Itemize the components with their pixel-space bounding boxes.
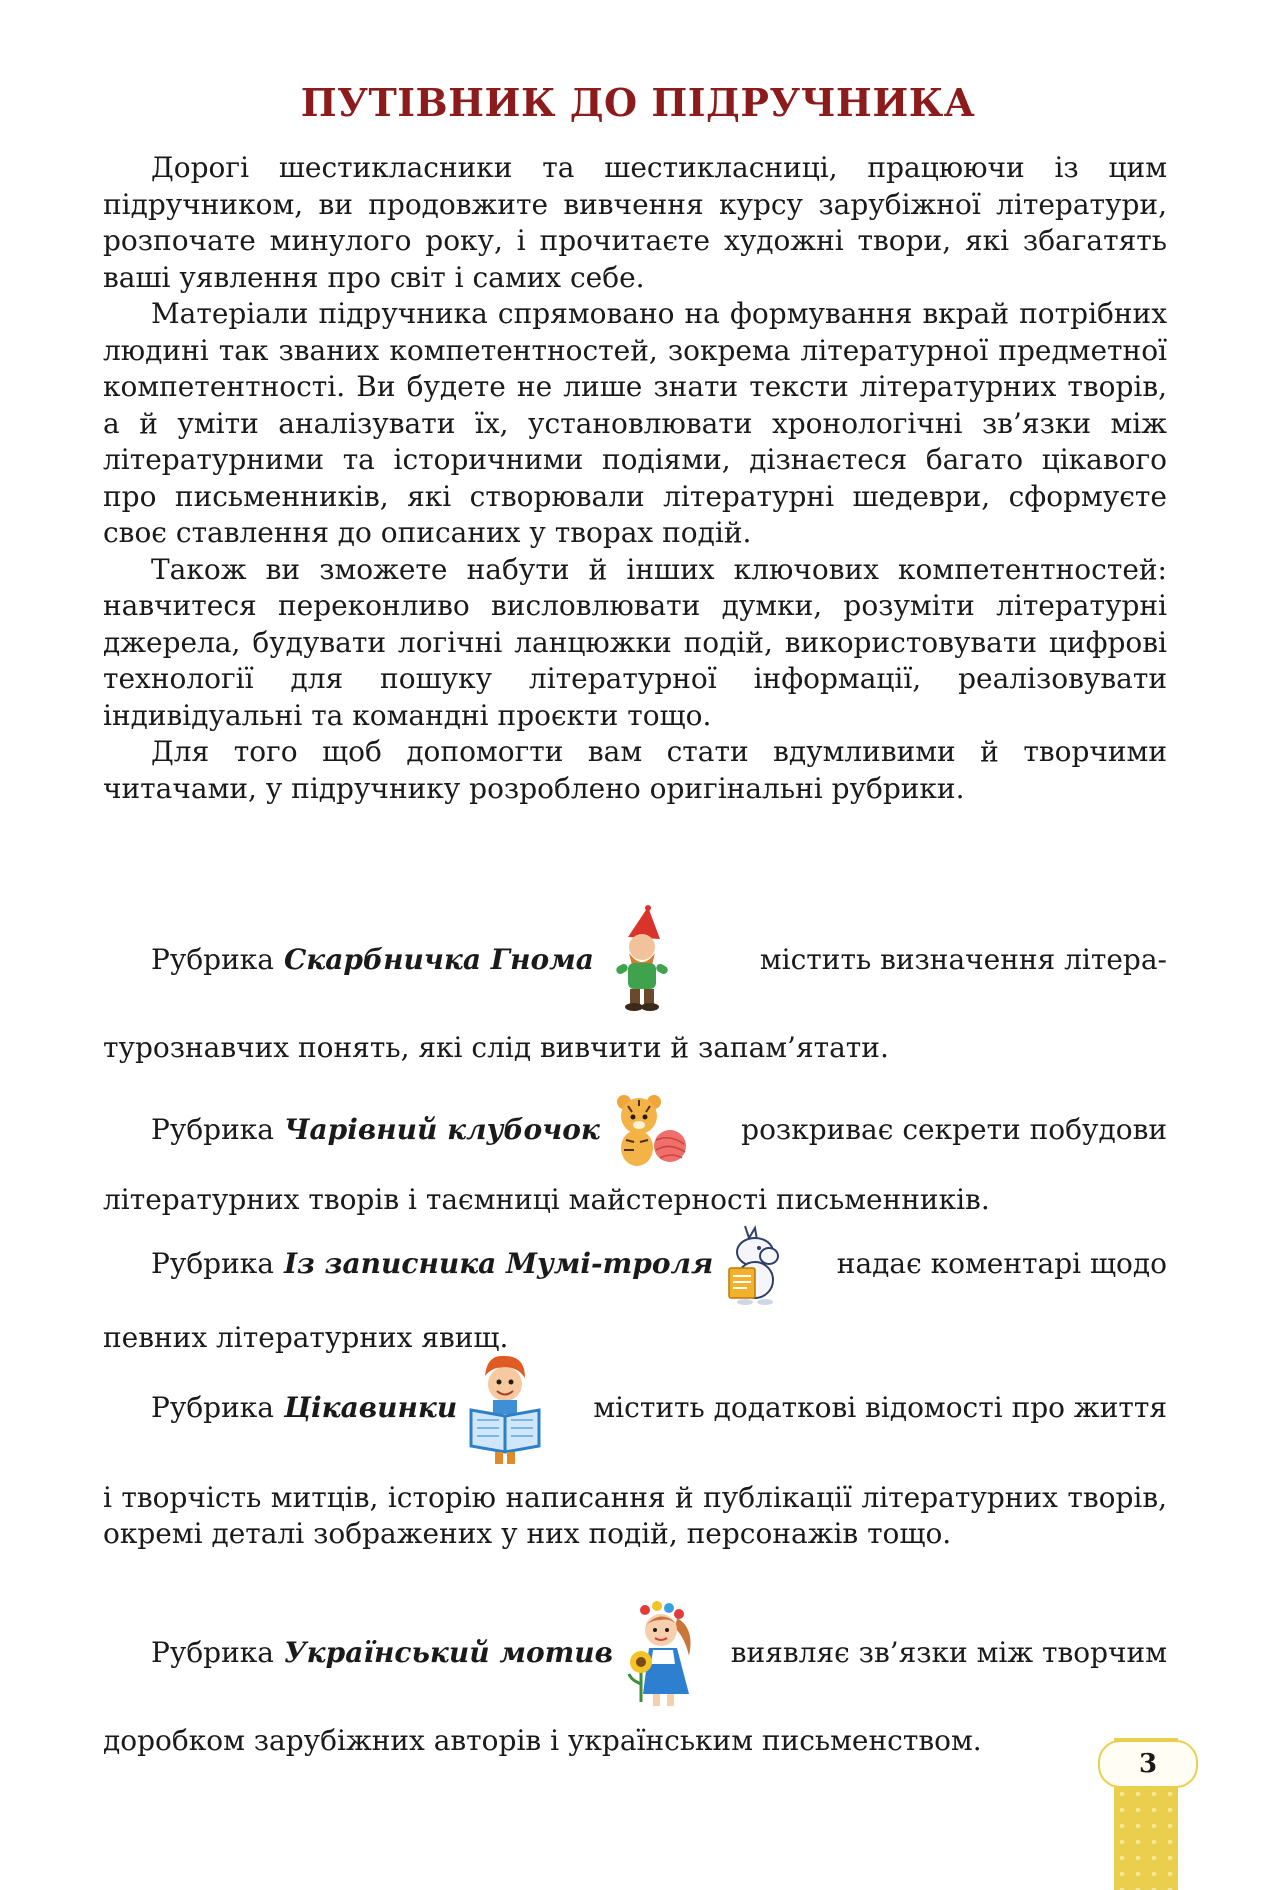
rubric-prefix: Рубрика bbox=[151, 943, 274, 976]
rubric-continuation: доробком зарубіжних авторів і українським письменством. bbox=[103, 1724, 982, 1757]
intro-paragraph: Для того щоб допомогти вам стати вдумливими й творчими читачами, у підручнику розроблено оригінальні рубрики. bbox=[103, 735, 1167, 805]
rubric-name: Український мотив bbox=[283, 1636, 613, 1669]
rubric-description: розкриває секрети побудови bbox=[741, 1113, 1167, 1146]
rubric-name: Чарівний клубочок bbox=[283, 1113, 600, 1146]
page-number: 3 bbox=[1098, 1740, 1198, 1788]
rubric-continuation: певних літературних явищ. bbox=[103, 1321, 509, 1354]
girl-with-sunflower-icon bbox=[623, 1598, 699, 1708]
rubric-continuation: літературних творів і таємниці майстерності письменників. bbox=[103, 1183, 990, 1216]
gnome-icon bbox=[604, 905, 680, 1015]
rubric-description: містить додаткові відомості про життя bbox=[593, 1391, 1167, 1424]
page-title: ПУТІВНИК ДО ПІДРУЧНИКА bbox=[300, 80, 976, 125]
rubric-name: Цікавинки bbox=[283, 1391, 458, 1424]
rubric-description: містить визначення літера- bbox=[759, 943, 1167, 976]
rubric-name: Із записника Мумі-троля bbox=[283, 1247, 714, 1280]
rubric-name: Скарбничка Гнома bbox=[283, 943, 594, 976]
intro-paragraph: Дорогі шестикласники та шестикласниці, працюючи із цим підручником, ви продовжите вивчення курсу зарубіжної літератури, розпочате минулого року, і прочитаєте художні твори, які збагатять ваші уявлення про світ і самих себе. bbox=[103, 151, 1167, 294]
boy-reading-book-icon bbox=[467, 1350, 543, 1466]
rubric-description: надає коментарі щодо bbox=[836, 1247, 1167, 1280]
rubric-prefix: Рубрика bbox=[151, 1247, 274, 1280]
intro-text bbox=[103, 150, 1167, 807]
rubric-prefix: Рубрика bbox=[151, 1113, 274, 1146]
rubric-prefix: Рубрика bbox=[151, 1636, 274, 1669]
tiger-cub-yarn-icon bbox=[610, 1090, 690, 1170]
rubric-continuation: турознавчих понять, які слід вивчити й запам’ятати. bbox=[103, 1031, 889, 1064]
intro-paragraph: Матеріали підручника спрямовано на формування вкрай потрібних людині так званих компетентностей, зокрема літературної предметної компетентності. Ви будете не лише знати тексти літературних творів, а й уміти аналізувати їх, установлювати хронологічні зв’язки між літературними та історичними подіями, дізнаєтеся багато цікавого про письменників, які створювали літературні шедеври, сформуєте своє ставлення до описаних у творах подій. bbox=[103, 297, 1167, 549]
rubric-continuation: і творчість митців, історію написання й публікації літературних творів, окремі деталі зображених у них подій, персонажів тощо. bbox=[103, 1481, 1167, 1550]
moomin-icon bbox=[723, 1222, 787, 1306]
rubric-description: виявляє зв’язки між творчим bbox=[730, 1636, 1167, 1669]
intro-paragraph: Також ви зможете набути й інших ключових компетентностей: навчитеся переконливо висловлювати думки, розуміти літературні джерела, будувати логічні ланцюжки подій, використовувати цифрові технології для пошуку літературної інформації, реалізовувати індивідуальні та командні проєкти тощо. bbox=[103, 552, 1167, 732]
rubric-prefix: Рубрика bbox=[151, 1391, 274, 1424]
